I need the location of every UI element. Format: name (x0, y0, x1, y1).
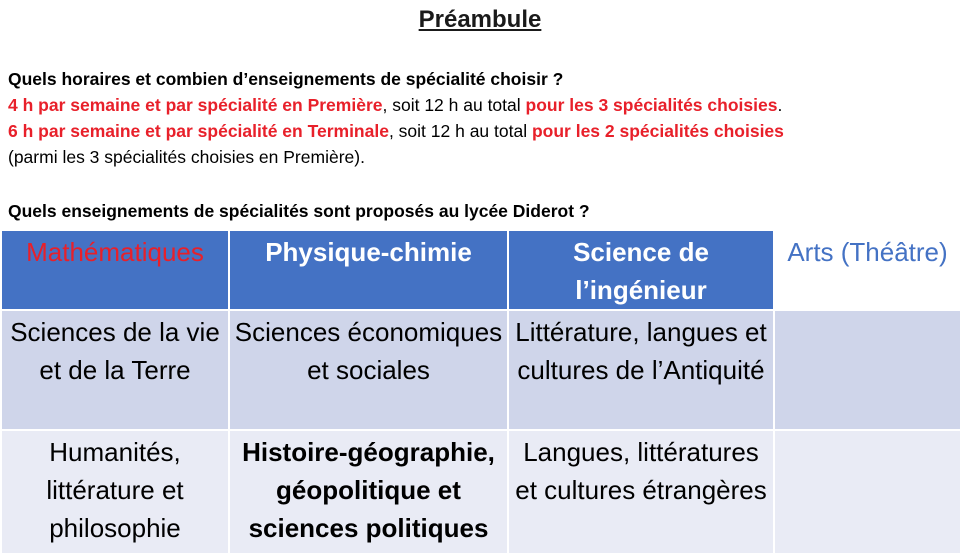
table-header-row (1, 230, 960, 310)
line-terminale: 6 h par semaine et par spécialité en Terminale, soit 12 h au total pour les 2 spécialités choisies (8, 121, 784, 141)
table-cell: Sciences de la vie et de la Terre (1, 310, 229, 430)
table-row (1, 310, 960, 430)
table-cell (774, 310, 960, 430)
question-specialites: Quels enseignements de spécialités sont proposés au lycée Diderot ? (8, 201, 590, 221)
table-cell: Humanités, littérature et philosophie (1, 430, 229, 554)
line-parmi: (parmi les 3 spécialités choisies en Première). (8, 147, 365, 167)
table-cell (774, 430, 960, 554)
table-cell: Physique-chimie (229, 230, 508, 310)
intro-paragraph (8, 66, 958, 170)
table-cell: Langues, littératures et cultures étrangères (508, 430, 774, 554)
question-schedule: Quels horaires et combien d’enseignements de spécialité choisir ? (8, 69, 564, 89)
table-cell: Histoire-géographie, géopolitique et sciences politiques (229, 430, 508, 554)
table-cell: Sciences économiques et sociales (229, 310, 508, 430)
table-cell: Littérature, langues et cultures de l’Antiquité (508, 310, 774, 430)
line-premiere: 4 h par semaine et par spécialité en Première, soit 12 h au total pour les 3 spécialités choisies. (8, 95, 783, 115)
specialites-table (0, 229, 960, 555)
table-cell: Science de l’ingénieur (508, 230, 774, 310)
table-cell: Arts (Théâtre) (774, 230, 960, 310)
table-cell: Mathématiques (1, 230, 229, 310)
page-title: Préambule (418, 6, 542, 33)
table-row (1, 430, 960, 554)
